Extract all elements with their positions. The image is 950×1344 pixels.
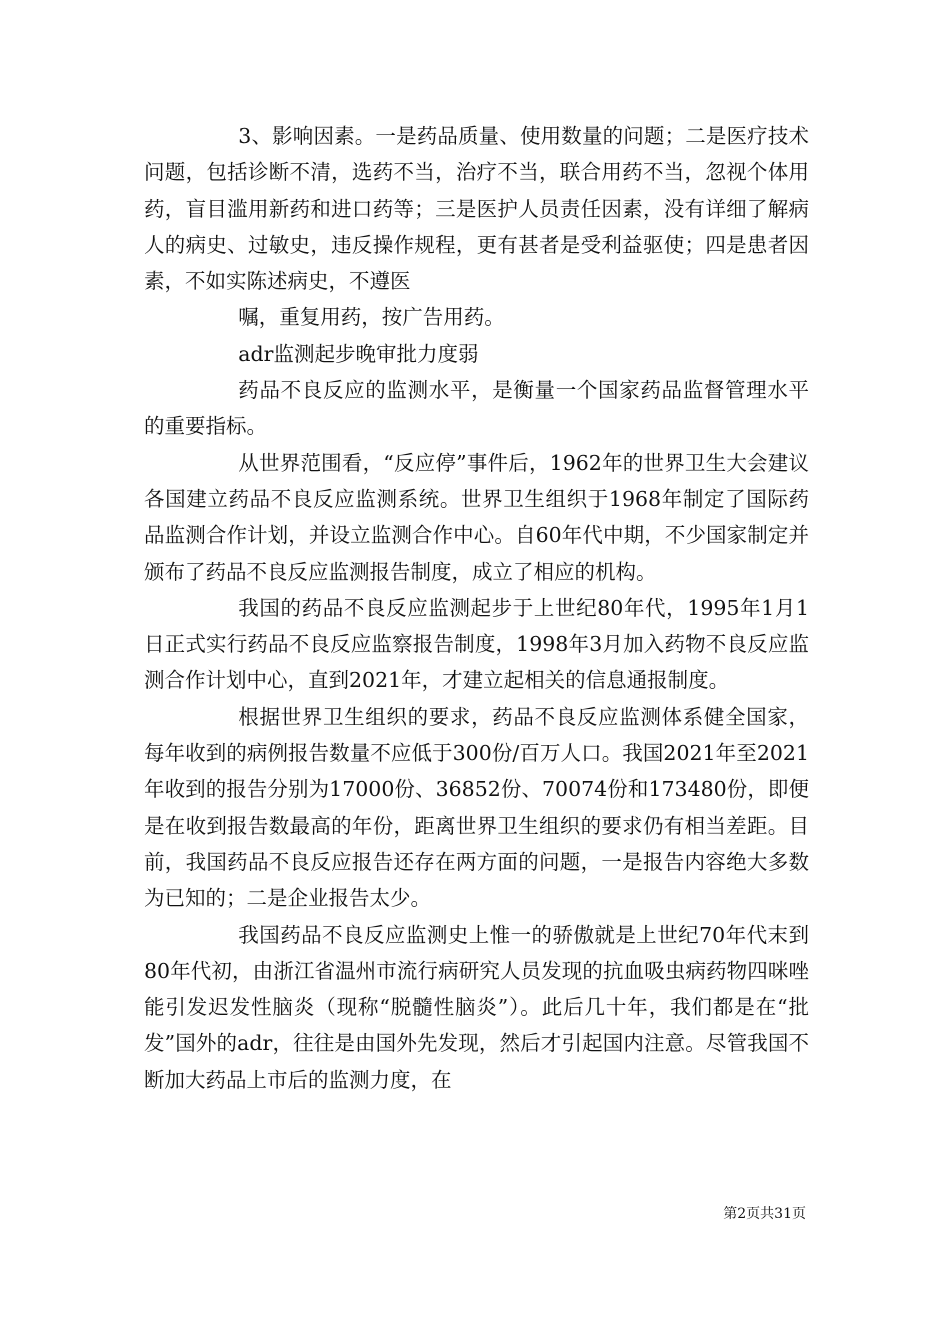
paragraph-history: 我国药品不良反应监测史上惟一的骄傲就是上世纪70年代末到80年代初，由浙江省温州市流行病研究人员发现的抗血吸虫病药物四咪唑能引发迟发性脑炎（现称“脱髓性脑炎”）。此后几十年，我们都是在“批发”国外的adr，往往是由国外先发现，然后才引起国内注意。尽管我国不断加大药品上市后的监测力度，在	[144, 922, 809, 1092]
paragraph-influencing-factors: 3、影响因素。一是药品质量、使用数量的问题；二是医疗技术问题，包括诊断不清，选药不当，治疗不当，联合用药不当，忽视个体用药，盲目滥用新药和进口药等；三是医护人员责任因素，没有详细了解病人的病史、过敏史，违反操作规程，更有甚者是受利益驱使；四是患者因素，不如实陈述病史，不遵医	[144, 124, 809, 294]
page-number-footer: 第2页共31页	[723, 1206, 806, 1222]
paragraph-china-start: 我国的药品不良反应监测起步于上世纪80年代，1995年1月1日正式实行药品不良反应监察报告制度，1998年3月加入药物不良反应监测合作计划中心，直到2021年，才建立起相关的信息通报制度。	[144, 595, 809, 693]
paragraph-who-requirement: 根据世界卫生组织的要求，药品不良反应监测体系健全国家，每年收到的病例报告数量不应低于300份/百万人口。我国2021年至2021年收到的报告分别为17000份、36852份、70074份和173480份，即便是在收到报告数最高的年份，距离世界卫生组织的要求仍有相当差距。目前，我国药品不良反应报告还存在两方面的问题，一是报告内容绝大多数为已知的；二是企业报告太少。	[144, 704, 809, 911]
section-heading-adr: adr监测起步晚审批力度弱	[238, 341, 479, 366]
paragraph-monitoring-level: 药品不良反应的监测水平，是衡量一个国家药品监督管理水平的重要指标。	[144, 378, 809, 439]
document-body	[144, 118, 809, 1098]
paragraph-world-scope: 从世界范围看，“反应停”事件后，1962年的世界卫生大会建议各国建立药品不良反应监测系统。世界卫生组织于1968年制定了国际药品监测合作计划，并设立监测合作中心。自60年代中期，不少国家制定并颁布了药品不良反应监测报告制度，成立了相应的机构。	[144, 450, 809, 584]
paragraph-continuation: 嘱，重复用药，按广告用药。	[238, 305, 505, 330]
